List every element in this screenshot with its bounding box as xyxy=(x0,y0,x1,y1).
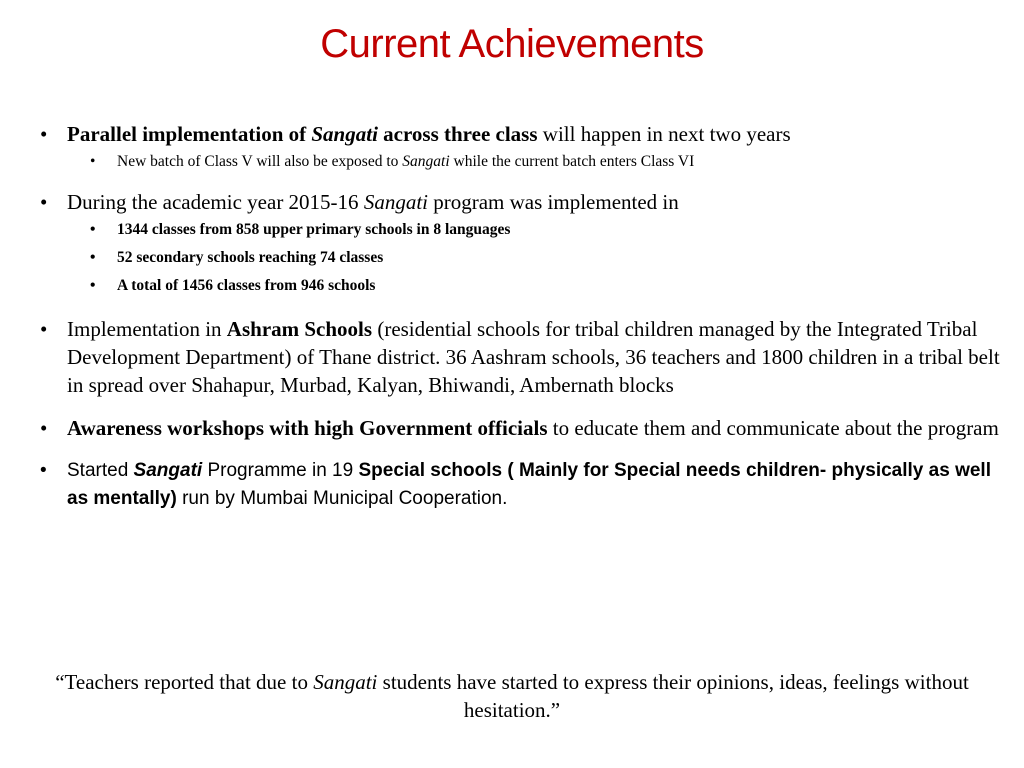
sub-bullet-classes: • 1344 classes from 858 upper primary schools in 8 languages xyxy=(40,216,1000,244)
text: During the academic year 2015-16 xyxy=(67,190,364,214)
text-bold: Parallel implementation of xyxy=(67,122,312,146)
text: Programme in 19 xyxy=(202,460,359,481)
text-sangati: Sangati xyxy=(133,460,203,481)
text-sangati: Sangati xyxy=(363,190,428,214)
text-sangati: Sangati xyxy=(313,670,378,694)
text: New batch of Class V will also be exposed to xyxy=(117,153,403,170)
text-bold: Ashram Schools xyxy=(226,317,373,341)
text-sangati: Sangati xyxy=(311,122,378,146)
text: to educate them and communicate about the program xyxy=(547,416,999,440)
bullet-special-schools xyxy=(40,457,1000,513)
text: (residential schools for tribal children managed by the Integrated Tribal Development Department) of Thane district. 36 Aashram schools, 36 teachers and 1800 children in a tribal belt in spread over Shahapur, Murbad, Kalyan, Bhiwandi, Ambernath blocks xyxy=(67,317,1000,397)
text: Started xyxy=(67,460,134,481)
sub-bullet-secondary: • 52 secondary schools reaching 74 classes xyxy=(40,244,1000,272)
bullet-ashram-schools xyxy=(40,315,1000,399)
text: students have started to express their opinions, ideas, feelings without hesitation.” xyxy=(377,670,969,722)
slide-title: Current Achievements xyxy=(320,22,704,66)
bullet-parallel-implementation xyxy=(40,120,1000,148)
text: while the current batch enters Class VI xyxy=(449,153,695,170)
text-bold: Special schools ( Mainly for Special needs children- physically as well as mentally) xyxy=(67,460,991,509)
text: program was implemented in xyxy=(427,190,679,214)
teacher-quote xyxy=(20,668,1004,724)
text: Implementation in xyxy=(67,317,227,341)
bullet-awareness-workshops xyxy=(40,414,1000,442)
sub-bullet-total: • A total of 1456 classes from 946 schools xyxy=(40,272,1000,300)
text: will happen in next two years xyxy=(537,122,791,146)
text-bold: Awareness workshops with high Government officials xyxy=(67,416,548,440)
bullet-list xyxy=(40,120,1000,513)
sub-bullet-new-batch xyxy=(40,148,1000,176)
text-sangati: Sangati xyxy=(402,153,450,170)
text: run by Mumbai Municipal Cooperation. xyxy=(176,488,508,509)
bullet-academic-year xyxy=(40,188,1000,216)
text-bold: across three class xyxy=(377,122,538,146)
text: “Teachers reported that due to xyxy=(55,670,314,694)
